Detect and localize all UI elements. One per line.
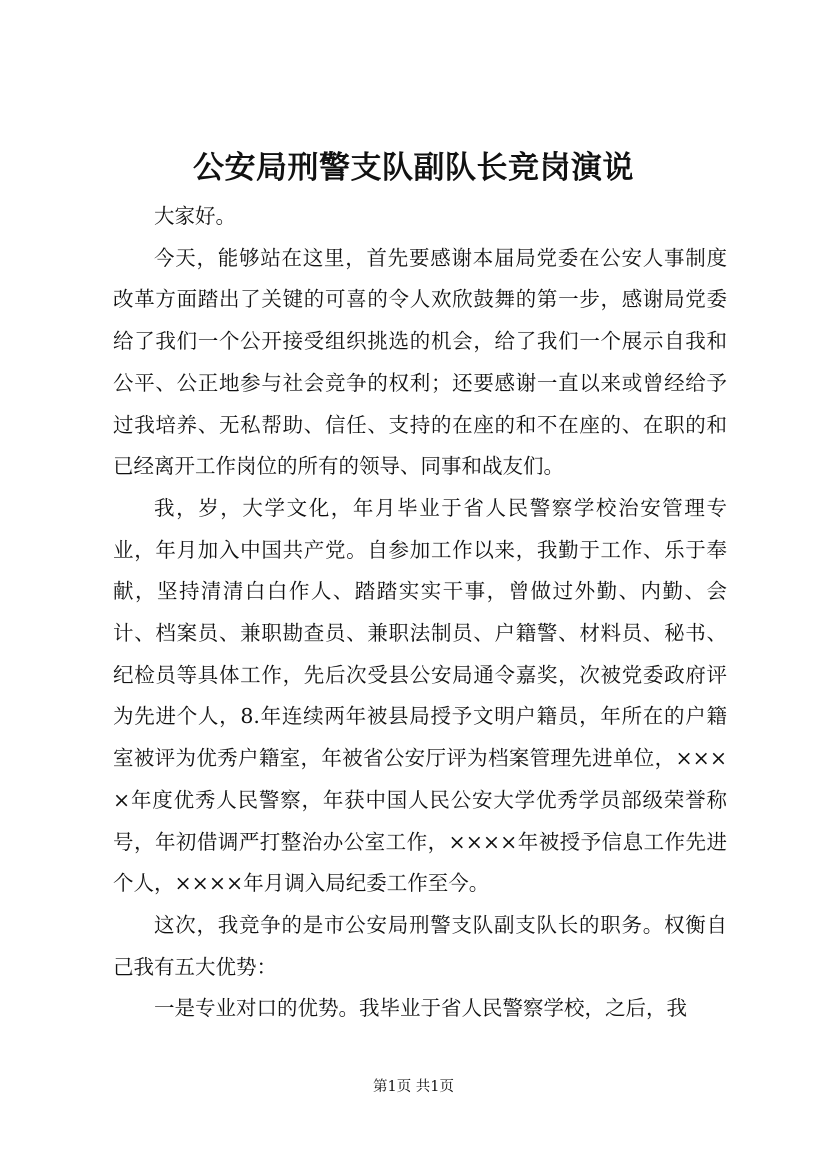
paragraph-greeting: 大家好。 [154, 204, 236, 228]
paragraph-thanks: 今天，能够站在这里，首先要感谢本届局党委在公安人事制度改革方面踏出了关键的可喜的令人欢欣鼓舞的第一步，感谢局党委给了我们一个公开接受组织挑选的机会，给了我们一个展示自我和公平、公正地参与社会竞争的权利；还要感谢一直以来或曾经给予过我培养、无私帮助、信任、支持的在座的和不在座的、在职的和已经离开工作岗位的所有的领导、同事和战友们。 [113, 245, 727, 479]
page-footer: 第1页 共1页 [372, 1079, 455, 1095]
paragraph-advantage-one: 一是专业对口的优势。我毕业于省人民警察学校，之后，我 [154, 996, 687, 1021]
paragraph-background: 我，岁，大学文化，年月毕业于省人民警察学校治安管理专业，年月加入中国共产党。自参加工作以来，我勤于工作、乐于奉献，坚持清清白白作人、踏踏实实干事，曾做过外勤、内勤、会计、档案员、兼职勘查员、兼职法制员、户籍警、材料员、秘书、纪检员等具体工作，先后次受县公安局通令嘉奖，次被党委政府评为先进个人，8.年连续两年被县局授予文明户籍员，年所在的户籍室被评为优秀户籍室，年被省公安厅评为档案管理先进单位，××××年度优秀人民警察，年获中国人民公安大学优秀学员部级荣誉称号，年初借调严打整治办公室工作，××××年被授予信息工作先进个人，××××年月调入局纪委工作至今。 [113, 495, 727, 896]
document-title: 公安局刑警支队副队长竞岗演说 [193, 150, 634, 186]
paragraph-position: 这次，我竞争的是市公安局刑警支队副支队长的职务。权衡自己我有五大优势： [113, 912, 727, 979]
document-body [113, 196, 727, 1030]
